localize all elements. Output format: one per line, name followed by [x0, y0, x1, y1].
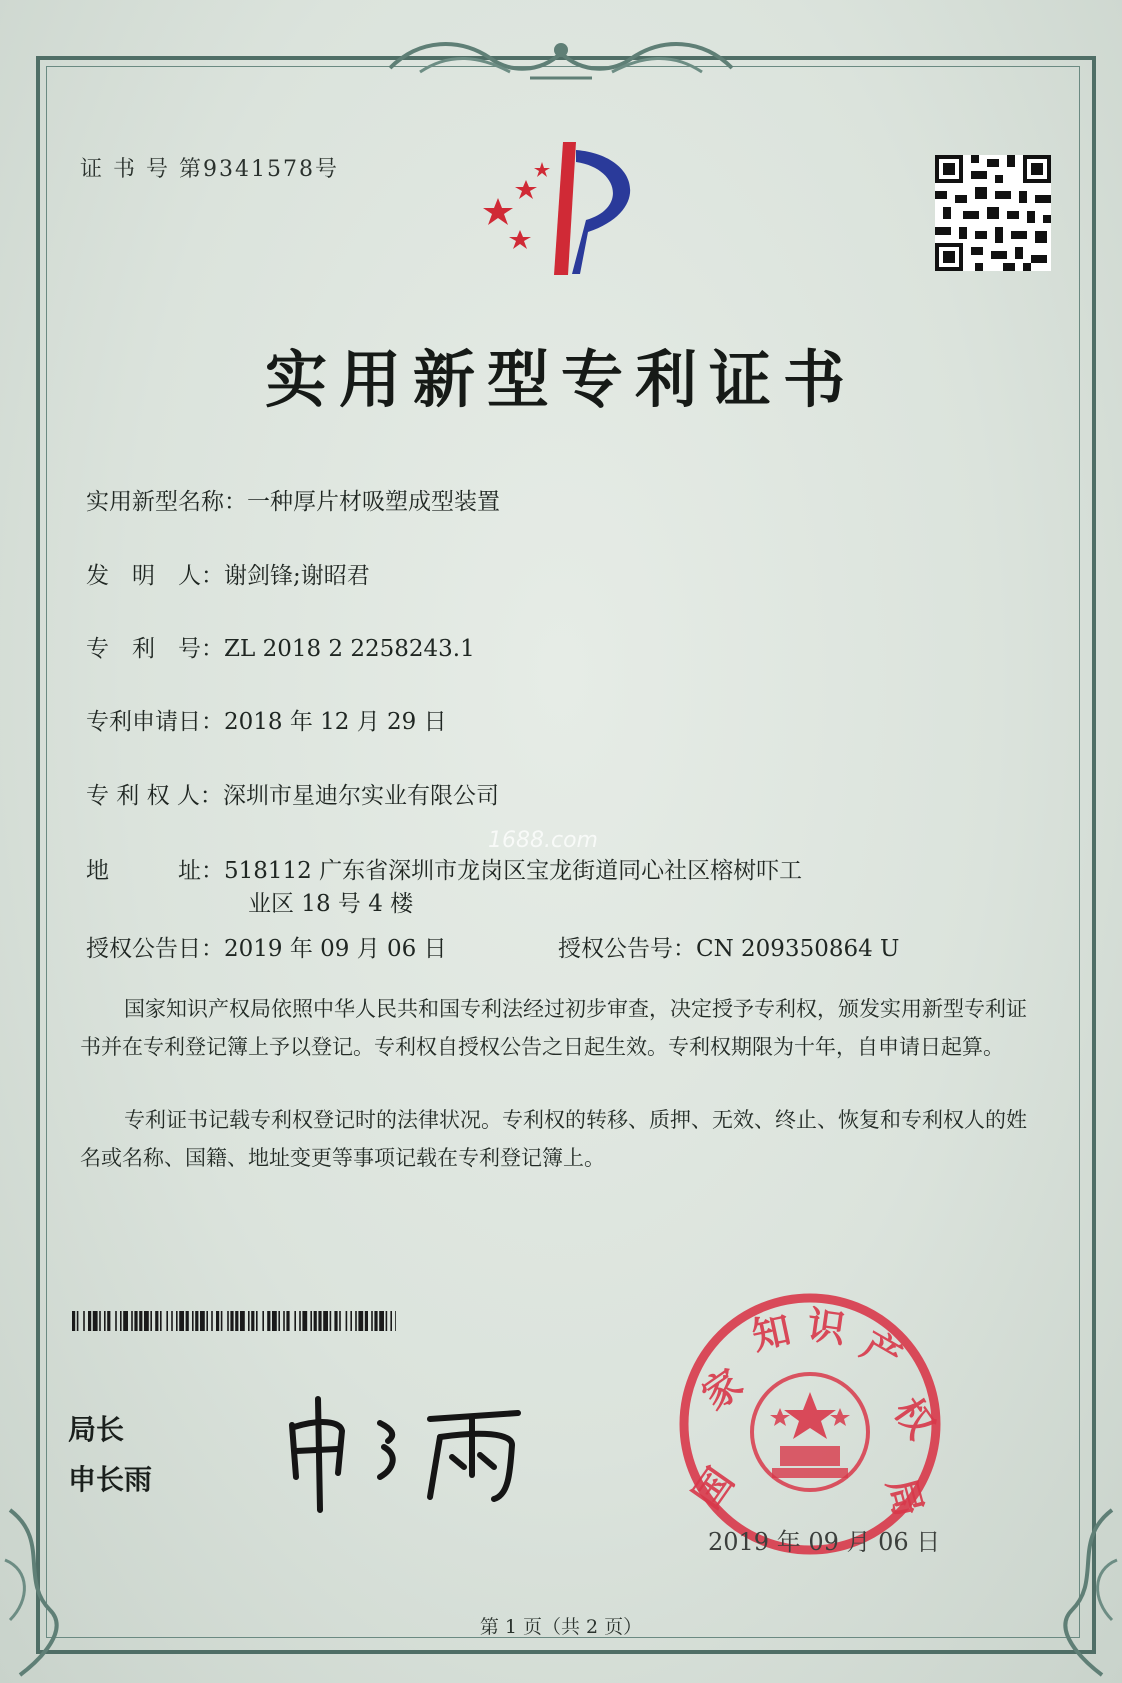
barcode-bar: [192, 1311, 194, 1331]
field-label: 实用新型名称：: [86, 489, 247, 515]
qr-code-icon: [935, 155, 1051, 271]
barcode-bar: [248, 1311, 250, 1331]
watermark: 1688.com: [488, 828, 598, 853]
barcode-bar: [386, 1311, 388, 1331]
barcode-bar: [302, 1311, 307, 1331]
certificate-number: 证 书 号 第9341578号: [80, 157, 339, 182]
grant-date-row: [86, 930, 447, 963]
barcode-bar: [278, 1311, 280, 1331]
barcode-bar: [166, 1311, 168, 1331]
barcode-bar: [235, 1311, 238, 1331]
bottom-left-ornament: [0, 1500, 80, 1680]
paragraph-text: 专利证书记载专利权登记时的法律状况。专利权的转移、质押、无效、终止、恢复和专利权人的姓名或名称、国籍、地址变更等事项记载在专利登记簿上。: [80, 1108, 1027, 1170]
page-number: 第 1 页（共 2 页）: [479, 1616, 643, 1638]
barcode-bar: [272, 1311, 277, 1331]
barcode-bar: [256, 1311, 258, 1331]
svg-text:家: 家: [693, 1359, 751, 1419]
top-ornament: [380, 28, 742, 88]
barcode-bar: [115, 1311, 117, 1331]
field-label: 专利申请日：: [86, 709, 224, 735]
barcode-bar: [318, 1311, 321, 1331]
barcode-bar: [390, 1311, 392, 1331]
official-seal: [676, 1290, 944, 1558]
seal-date: 2019 年 09 月 06 日: [708, 1528, 941, 1556]
barcode-bar: [120, 1311, 122, 1331]
barcode-bar: [150, 1311, 152, 1331]
field-value: 518112 广东省深圳市龙岗区宝龙街道同心社区榕树吓工: [224, 858, 803, 884]
barcode-bar: [395, 1311, 396, 1331]
barcode-bar: [104, 1311, 106, 1331]
barcode-bar: [374, 1311, 377, 1331]
barcode-icon: [72, 1311, 396, 1331]
barcode-bar: [240, 1311, 245, 1331]
field-value: CN 209350864 U: [696, 936, 900, 962]
barcode-bar: [195, 1311, 198, 1331]
barcode-bar: [200, 1311, 205, 1331]
cnipa-logo-icon: [468, 140, 658, 280]
barcode-bar: [131, 1311, 133, 1331]
field-label: 授权公告号：: [558, 936, 696, 962]
barcode-bar: [355, 1311, 357, 1331]
barcode-bar: [267, 1311, 270, 1331]
barcode-bar: [251, 1311, 254, 1331]
barcode-bar: [314, 1311, 317, 1331]
field-label: 授权公告日：: [86, 936, 224, 962]
barcode-bar: [107, 1311, 110, 1331]
barcode-bar: [323, 1311, 328, 1331]
inventor-row: [86, 557, 370, 590]
barcode-bar: [176, 1311, 178, 1331]
field-label: 专 利 号：: [86, 636, 224, 662]
barcode-bar: [227, 1311, 229, 1331]
barcode-bar: [216, 1311, 219, 1331]
barcode-bar: [160, 1311, 162, 1331]
barcode-bar: [358, 1311, 363, 1331]
barcode-bar: [299, 1311, 301, 1331]
patentee-row: [86, 777, 499, 810]
barcode-bar: [211, 1311, 213, 1331]
svg-text:国: 国: [683, 1459, 743, 1517]
barcode-bar: [99, 1311, 101, 1331]
barcode-bar: [330, 1311, 332, 1331]
barcode-bar: [286, 1311, 289, 1331]
patent-number-row: [86, 630, 475, 663]
barcode-bar: [72, 1311, 75, 1331]
barcode-bar: [346, 1311, 348, 1331]
bottom-right-ornament: [1042, 1500, 1122, 1680]
barcode-bar: [77, 1311, 79, 1331]
barcode-bar: [186, 1311, 189, 1331]
field-value: 一种厚片材吸塑成型装置: [247, 489, 500, 515]
barcode-bar: [139, 1311, 142, 1331]
director-title: 局长: [68, 1413, 125, 1446]
legal-paragraph-2: [80, 1101, 1042, 1177]
svg-text:权: 权: [885, 1389, 944, 1447]
utility-model-name-row: [86, 483, 500, 516]
svg-text:产: 产: [854, 1321, 910, 1380]
barcode-bar: [365, 1311, 368, 1331]
field-value: 深圳市星迪尔实业有限公司: [222, 783, 499, 809]
handwritten-signature: [280, 1385, 560, 1515]
barcode-bar: [294, 1311, 296, 1331]
address-row: [86, 852, 802, 885]
barcode-bar: [350, 1311, 352, 1331]
grant-number-row: [558, 930, 899, 963]
paragraph-text: 国家知识产权局依照中华人民共和国专利法经过初步审查，决定授予专利权，颁发实用新型专利证书并在专利登记簿上予以登记。专利权自授权公告之日起生效。专利权期限为十年，自申请日起算。: [80, 997, 1027, 1059]
svg-text:识: 识: [804, 1301, 849, 1352]
barcode-bar: [221, 1311, 223, 1331]
barcode-bar: [134, 1311, 137, 1331]
certificate-title: 实用新型专利证书: [264, 343, 857, 416]
barcode-bar: [379, 1311, 384, 1331]
barcode-bar: [155, 1311, 158, 1331]
field-label: 地 址：: [86, 858, 224, 884]
field-value: 谢剑锋;谢昭君: [224, 563, 370, 589]
svg-text:局: 局: [878, 1472, 933, 1522]
barcode-bar: [310, 1311, 312, 1331]
svg-text:知: 知: [748, 1306, 795, 1359]
field-label: 发 明 人：: [86, 563, 224, 589]
address-line-2: 业区 18 号 4 楼: [248, 891, 414, 917]
legal-paragraph-1: [80, 990, 1042, 1066]
barcode-bar: [93, 1311, 98, 1331]
barcode-bar: [83, 1311, 85, 1331]
barcode-bar: [334, 1311, 337, 1331]
field-value: 2018 年 12 月 29 日: [224, 709, 447, 735]
barcode-bar: [171, 1311, 173, 1331]
barcode-bar: [371, 1311, 373, 1331]
barcode-bar: [230, 1311, 233, 1331]
field-label: 专 利 权 人：: [86, 783, 223, 809]
barcode-bar: [144, 1311, 149, 1331]
barcode-bar: [283, 1311, 285, 1331]
barcode-bar: [339, 1311, 341, 1331]
barcode-bar: [262, 1311, 264, 1331]
barcode-bar: [123, 1311, 128, 1331]
filing-date-row: [86, 703, 447, 736]
director-name: 申长雨: [68, 1463, 153, 1496]
barcode-bar: [179, 1311, 184, 1331]
barcode-bar: [206, 1311, 208, 1331]
field-value: 2019 年 09 月 06 日: [224, 936, 447, 962]
field-value: ZL 2018 2 2258243.1: [224, 636, 475, 662]
barcode-bar: [88, 1311, 91, 1331]
